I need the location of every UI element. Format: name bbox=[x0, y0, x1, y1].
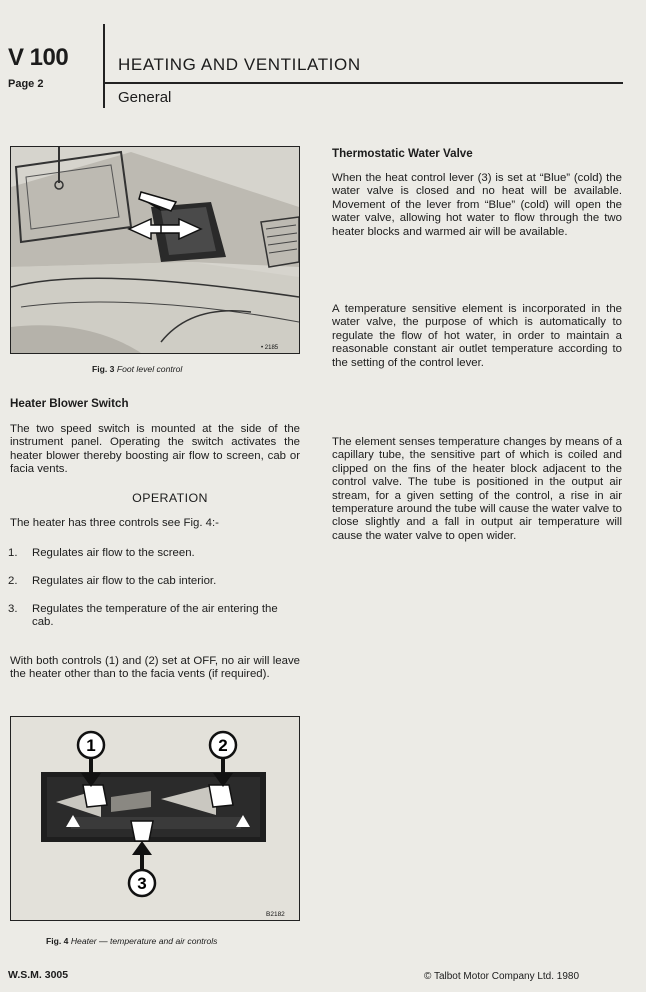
section-subtitle: General bbox=[118, 89, 172, 106]
figure-4-illustration bbox=[10, 716, 300, 921]
figure-3-caption-text: Foot level control bbox=[116, 364, 183, 374]
operation-item-1 bbox=[8, 547, 300, 560]
section-title: HEATING AND VENTILATION bbox=[118, 55, 361, 74]
heater-controls-drawing bbox=[11, 717, 299, 920]
thermostatic-para-1: When the heat control lever (3) is set at “Blue” (cold) the water valve is closed and no heat will be available. Movement of the lever from “Blue” (cold) will open the water valve, allowing hot water to flow through the two heater blocks and warmed air will be available. bbox=[332, 172, 622, 238]
operation-heading: OPERATION bbox=[132, 491, 208, 505]
figure-4-number: Fig. 4 bbox=[46, 936, 69, 946]
figure-4-ref: B2182 bbox=[266, 911, 285, 918]
thermostatic-para-3: The element senses temperature changes by means of a capillary tube, the sensitive part of which is coiled and clipped on the fins of the heater block adjacent to the control valve. The tube is positioned in the output air stream, for a given setting of the control, a rise in air temperature around the tube will cause the water valve to close slightly and a fall in output air temperature will cause the water valve to open wider. bbox=[332, 436, 622, 542]
blower-text: The two speed switch is mounted at the side of the instrument panel. Operating the switch activates the heater blower thereby boosting air flow to screen, cab or facia vents. bbox=[10, 423, 300, 476]
item-number: 3. bbox=[8, 603, 18, 615]
callout-2 bbox=[210, 732, 236, 758]
item-text: Regulates the temperature of the air entering the cab. bbox=[32, 603, 278, 629]
thermostatic-para-2: A temperature sensitive element is incorporated in the water valve, the purpose of which is automatically to regulate the flow of hot water, in order to maintain a reasonable constant air outlet temperature according to the setting of the control lever. bbox=[332, 303, 622, 369]
callout-1-label: 1 bbox=[86, 736, 96, 755]
figure-3-ref: • 2185 bbox=[261, 345, 279, 351]
model-code: V 100 bbox=[8, 44, 69, 71]
page-number: Page 2 bbox=[8, 78, 44, 90]
foot-level-control-drawing bbox=[11, 147, 299, 353]
header-vertical-rule bbox=[103, 24, 105, 108]
operation-item-3 bbox=[8, 603, 300, 630]
callout-3 bbox=[129, 870, 155, 896]
figure-3-caption bbox=[92, 364, 182, 374]
operation-note: With both controls (1) and (2) set at OFF, no air will leave the heater other than to the facia vents (if required). bbox=[10, 655, 300, 681]
callout-1 bbox=[78, 732, 104, 758]
thermostatic-heading: Thermostatic Water Valve bbox=[332, 147, 473, 160]
footer-copyright: © Talbot Motor Company Ltd. 1980 bbox=[424, 971, 580, 982]
item-text: Regulates air flow to the cab interior. bbox=[32, 575, 217, 587]
operation-intro: The heater has three controls see Fig. 4:- bbox=[10, 517, 219, 529]
figure-3-illustration bbox=[10, 146, 300, 354]
blower-heading: Heater Blower Switch bbox=[10, 397, 129, 410]
callout-3-label: 3 bbox=[137, 874, 147, 893]
figure-4-caption bbox=[46, 936, 217, 946]
item-text: Regulates air flow to the screen. bbox=[32, 547, 195, 559]
operation-item-2 bbox=[8, 575, 300, 588]
footer-manual-ref: W.S.M. 3005 bbox=[8, 969, 69, 981]
header-horizontal-rule bbox=[103, 82, 623, 84]
figure-4-caption-text: Heater — temperature and air controls bbox=[70, 936, 218, 946]
item-number: 2. bbox=[8, 575, 18, 587]
figure-3-number: Fig. 3 bbox=[92, 364, 115, 374]
item-number: 1. bbox=[8, 547, 18, 559]
callout-2-label: 2 bbox=[218, 736, 228, 755]
